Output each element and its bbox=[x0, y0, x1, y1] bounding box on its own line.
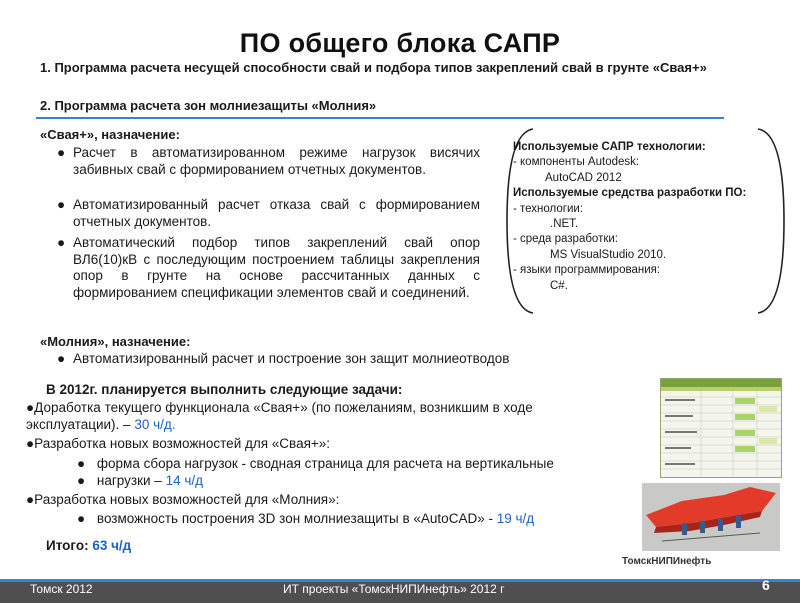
svaya-bullet-2-text: Автоматизированный расчет отказа свай с формированием отчетных документов. bbox=[73, 197, 480, 229]
total bbox=[46, 538, 131, 553]
svaya-heading: «Свая+», назначение: bbox=[40, 127, 180, 142]
footer-left: Томск 2012 bbox=[30, 582, 93, 596]
task-2-sub-2-text: нагрузки – bbox=[96, 473, 166, 488]
page-title: ПО общего блока САПР bbox=[239, 28, 561, 58]
bullet-icon: ● bbox=[26, 436, 35, 451]
tech-line-3: AutoCAD 2012 bbox=[545, 171, 622, 184]
task-3-sub-1 bbox=[77, 510, 534, 527]
task-2-text: Разработка новых возможностей для «Свая+»: bbox=[34, 436, 331, 451]
task-2-sub-2-value: 14 ч/д bbox=[165, 473, 203, 488]
tech-list bbox=[513, 140, 783, 294]
molniya-bullet-1-text: Автоматизированный расчет и построение зон защит молниеотводов bbox=[73, 351, 510, 366]
bullet-icon: ● bbox=[26, 492, 35, 507]
tech-line-2: - компоненты Autodesk: bbox=[513, 156, 640, 169]
footer-center: ИТ проекты «ТомскНИПИнефть» 2012 г bbox=[283, 582, 505, 596]
tech-line-9: - языки программирования: bbox=[513, 264, 661, 277]
svaya-bullet-3-text: Автоматический подбор типов закреплений свай опор ВЛ6(10)кВ с последующим построением таблицы закрепления опор в грунте на основе рассчитанных данных с формированием спецификации элементов свай и соединений. bbox=[73, 235, 480, 300]
page-number: 6 bbox=[762, 577, 770, 593]
bullet-icon: ● bbox=[77, 473, 86, 488]
task-1 bbox=[26, 399, 626, 433]
tasks-heading: В 2012г. планируется выполнить следующие задачи: bbox=[46, 382, 403, 397]
tech-line-8: MS VisualStudio 2010. bbox=[550, 248, 667, 261]
task-1-value: 30 ч/д. bbox=[134, 417, 176, 432]
tech-line-10: C#. bbox=[550, 279, 568, 292]
program-item-1: 1. Программа расчета несущей способности свай и подбора типов закреплений свай в грунте «Свая+» bbox=[40, 60, 707, 75]
task-3-sub-1-value: 19 ч/д bbox=[496, 511, 535, 526]
bullet-icon: ● bbox=[57, 351, 66, 366]
molniya-bullet-1 bbox=[57, 351, 617, 368]
program-item-2: 2. Программа расчета зон молниезащиты «Молния» bbox=[40, 98, 377, 113]
tech-line-4: Используемые средства разработки ПО: bbox=[513, 187, 747, 200]
bullet-icon: ● bbox=[26, 400, 35, 415]
company-logo-text: ТомскНИПИнефть bbox=[622, 556, 712, 567]
bullet-icon: ● bbox=[57, 145, 66, 160]
spreadsheet-thumbnail bbox=[660, 378, 782, 478]
task-3-text: Разработка новых возможностей для «Молния»: bbox=[34, 492, 340, 507]
tech-line-7: - среда разработки: bbox=[513, 233, 618, 246]
task-3-sub-1-text: возможность построения 3D зон молниезащиты в «AutoCAD» - bbox=[96, 511, 497, 526]
task-2 bbox=[26, 435, 330, 452]
bullet-icon: ● bbox=[57, 197, 66, 212]
svaya-bullet-1 bbox=[57, 145, 480, 178]
total-label: Итого: bbox=[46, 538, 93, 553]
svaya-bullet-3 bbox=[57, 235, 480, 301]
svaya-bullet-1-text: Расчет в автоматизированном режиме нагрузок висячих забивных свай с формированием отчетных документов. bbox=[73, 145, 480, 177]
3d-zones-thumbnail bbox=[642, 483, 780, 551]
molniya-heading: «Молния», назначение: bbox=[40, 334, 191, 349]
task-2-sub-2 bbox=[77, 472, 203, 489]
svaya-bullet-2 bbox=[57, 197, 480, 230]
tech-line-1: Используемые САПР технологии: bbox=[513, 141, 706, 153]
title-divider bbox=[36, 117, 724, 119]
tech-line-6: .NET. bbox=[550, 218, 579, 231]
bullet-icon: ● bbox=[77, 456, 86, 471]
tech-line-5: - технологии: bbox=[513, 202, 584, 215]
bullet-icon: ● bbox=[77, 511, 86, 526]
task-2-sub-1 bbox=[77, 455, 554, 472]
total-value: 63 ч/д bbox=[92, 538, 132, 553]
task-1-text: Доработка текущего функционала «Свая+» (по пожеланиям, возникшим в ходе эксплуатации). – bbox=[26, 400, 533, 432]
task-3 bbox=[26, 491, 339, 508]
task-2-sub-1-text: форма сбора нагрузок - сводная страница для расчета на вертикальные bbox=[96, 456, 554, 471]
bullet-icon: ● bbox=[57, 235, 66, 250]
